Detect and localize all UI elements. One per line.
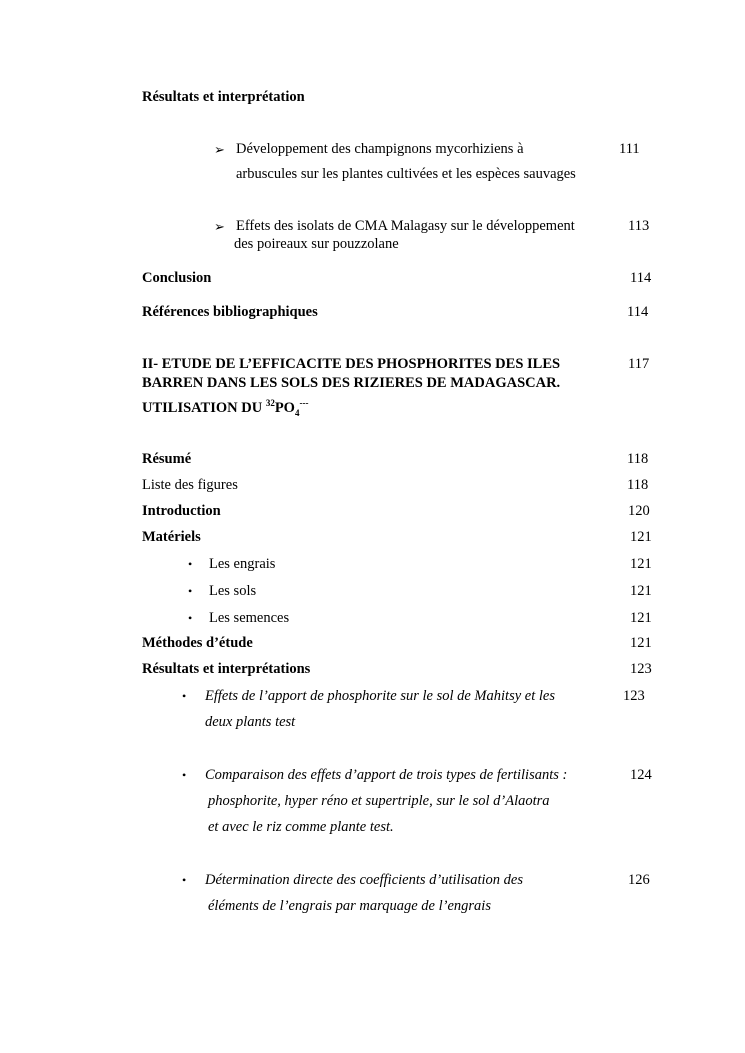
toc-entry-text: Les engrais	[209, 556, 276, 572]
toc-entry-figures: Liste des figures	[142, 477, 238, 493]
part-heading-line: BARREN DANS LES SOLS DES RIZIERES DE MADAGASCAR.	[142, 375, 561, 391]
toc-page-number: 121	[630, 610, 652, 626]
toc-entry-text: deux plants test	[205, 714, 296, 730]
formula-subscript: 4	[294, 407, 300, 418]
toc-page-number: 111	[619, 141, 640, 157]
toc-entry-methodes: Méthodes d’étude	[142, 635, 253, 651]
toc-entry-introduction: Introduction	[142, 503, 221, 519]
section-heading-results: Résultats et interprétation	[142, 89, 305, 105]
toc-entry-text: et avec le riz comme plante test.	[208, 819, 394, 835]
toc-page-number: 120	[628, 503, 650, 519]
toc-page-number: 126	[628, 872, 650, 888]
toc-entry-references: Références bibliographiques	[142, 304, 318, 320]
arrow-bullet-icon: ➢	[214, 142, 225, 157]
isotope-superscript: 32	[265, 398, 275, 409]
part-heading-text: UTILISATION DU	[142, 400, 266, 416]
toc-entry-text: arbuscules sur les plantes cultivées et les espèces sauvages	[236, 166, 576, 182]
toc-page-number: 123	[623, 688, 645, 704]
arrow-bullet-icon: ➢	[214, 219, 225, 234]
toc-page-number: 123	[630, 661, 652, 677]
toc-page-number: 114	[627, 304, 649, 320]
bullet-icon: •	[188, 611, 193, 625]
toc-entry-text: des poireaux sur pouzzolane	[234, 236, 399, 252]
toc-entry-text: Détermination directe des coefficients d’utilisation des	[205, 872, 523, 888]
toc-page-number: 121	[630, 529, 652, 545]
charge-superscript: ---	[299, 398, 309, 409]
toc-page-number: 121	[630, 635, 652, 651]
toc-entry-text: Les sols	[209, 583, 257, 599]
toc-entry-text: Comparaison des effets d’apport de trois types de fertilisants :	[205, 767, 568, 783]
formula-text: PO	[274, 400, 295, 416]
toc-page-number: 113	[628, 218, 650, 234]
toc-entry-resultats: Résultats et interprétations	[142, 661, 311, 677]
toc-entry-text: Développement des champignons mycorhiziens à	[236, 141, 524, 157]
bullet-icon: •	[182, 689, 187, 703]
part-heading-line	[142, 400, 308, 417]
toc-entry-text: Effets de l’apport de phosphorite sur le sol de Mahitsy et les	[205, 688, 555, 704]
toc-entry-text: éléments de l’engrais par marquage de l’engrais	[208, 898, 491, 914]
bullet-icon: •	[182, 873, 187, 887]
toc-page-number: 118	[627, 451, 649, 467]
toc-page-number: 121	[630, 583, 652, 599]
bullet-icon: •	[182, 768, 187, 782]
toc-page-number: 118	[627, 477, 649, 493]
toc-page-number: 121	[630, 556, 652, 572]
toc-entry-text: Les semences	[209, 610, 290, 626]
toc-entry-resume: Résumé	[142, 451, 192, 467]
bullet-icon: •	[188, 557, 193, 571]
toc-page-number: 117	[628, 356, 650, 372]
toc-entry-conclusion: Conclusion	[142, 270, 212, 286]
toc-page-number: 124	[630, 767, 652, 783]
bullet-icon: •	[188, 584, 193, 598]
toc-entry-materiels: Matériels	[142, 529, 201, 545]
part-heading-line: II- ETUDE DE L’EFFICACITE DES PHOSPHORITES DES ILES	[142, 356, 561, 372]
toc-entry-text: Effets des isolats de CMA Malagasy sur le développement	[236, 218, 575, 234]
toc-entry-text: phosphorite, hyper réno et supertriple, sur le sol d’Alaotra	[208, 793, 550, 809]
toc-page-number: 114	[630, 270, 652, 286]
